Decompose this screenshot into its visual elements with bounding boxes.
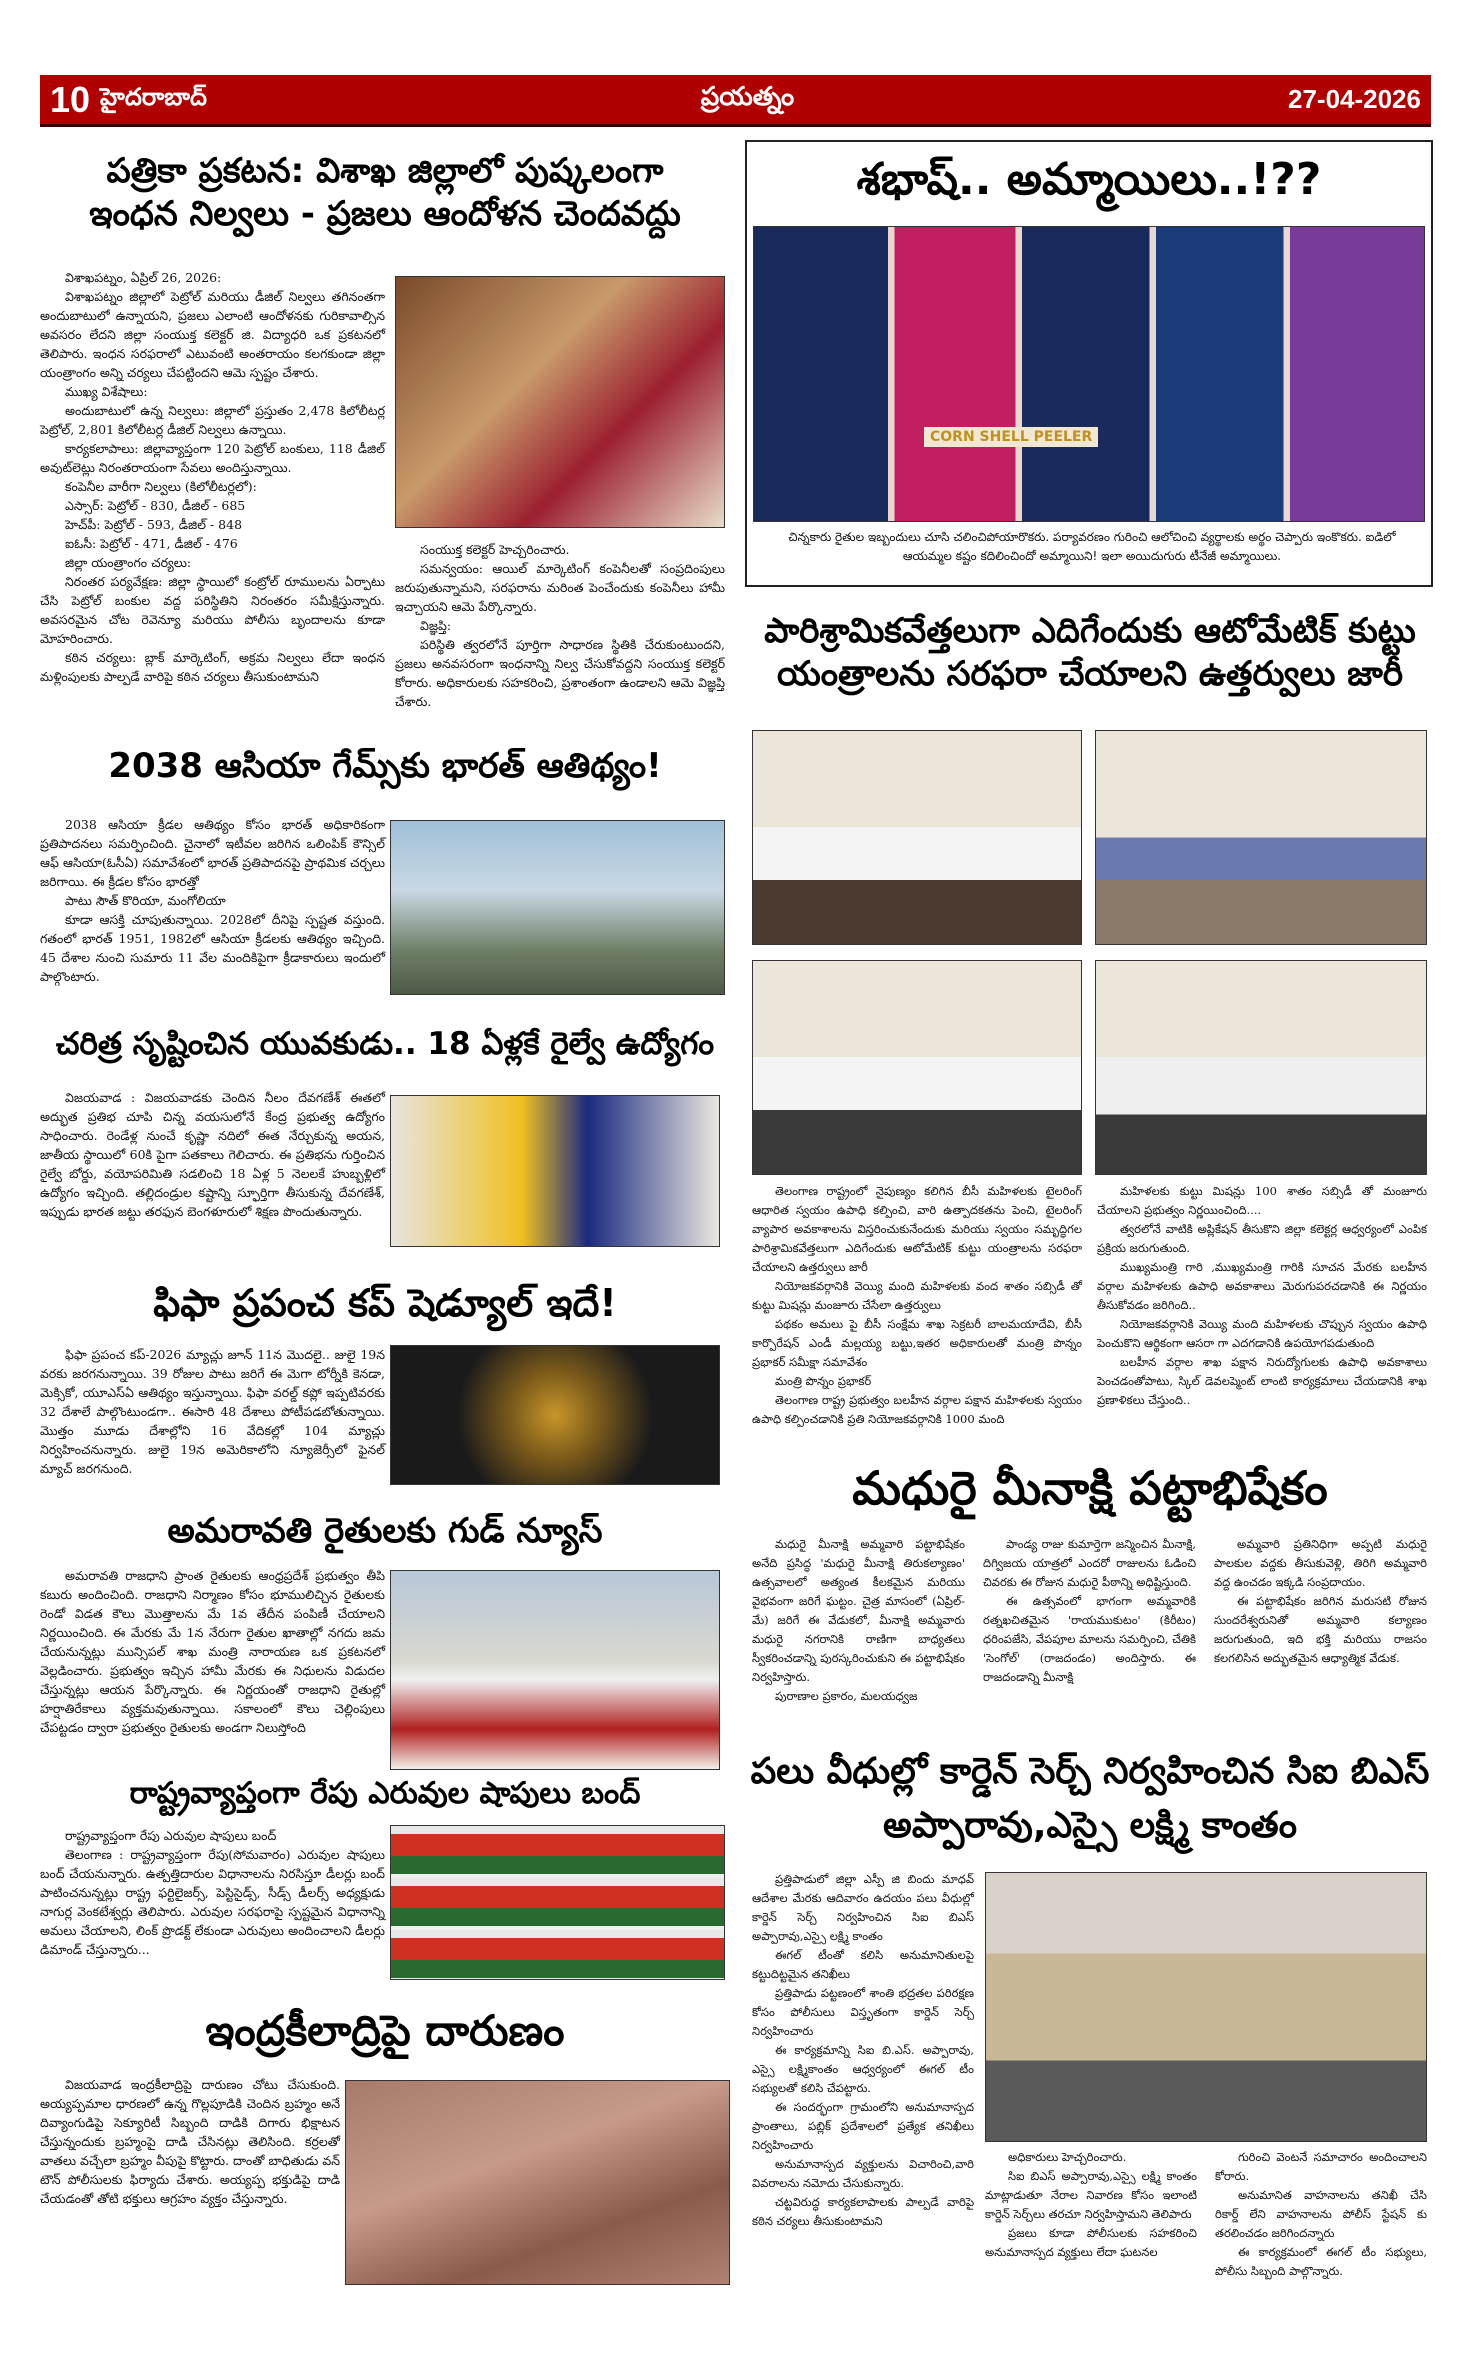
headline-railway: చరిత్ర సృష్టించిన యువకుడు.. 18 ఏళ్లకే రైల్వే ఉద్యోగం (55, 1026, 715, 1062)
paragraph: గురించి వెంటనే సమాచారం అందించాలని కోరారు. (1215, 2150, 1427, 2183)
photo-victim-back (345, 2080, 730, 2285)
paragraph: త్వరలోనే వాటికి అప్లికేషన్ తీసుకొని జిల్లా కలెక్టర్ల ఆధ్వర్యంలో ఎంపిక ప్రక్రియ జరుగుతుంది. (1097, 1222, 1427, 1255)
paragraph: పథకం అమలు పై బీసీ సంక్షేమ శాఖ సెక్రటరీ బాలమయాదేవి, బీసీ కార్పొరేషన్ ఎండీ మల్లయ్య బట్టు,ఇతర అధికారులతో మంత్రి పొన్నం ప్రభాకర్ సమీక్షా సమావేశం (752, 1317, 1082, 1369)
paragraph: విజయవాడ ఇంద్రకీలాద్రిపై దారుణం చోటు చేసుకుంది. అయ్యప్పమాల ధారణలో ఉన్న గొల్లపూడికి చెందిన బ్రహ్మం అనే దివ్యాంగుడిపై సెక్యూరిటీ సిబ్బంది దాడికి దిగారు భిక్షాటన చేస్తున్నందుకు బ్రహ్మంపై దాడి చేసినట్లు తెలిసింది. కర్రలతో వాతలు వచ్చేలా బ్రహ్మం వీపుపై కొట్టారు. దాంతో బాధితుడు వన్ టౌన్ పోలీసులకు ఫిర్యాదు చేశారు. అయ్యప్ప భక్తుడిపై దాడి చేయడంతో తోటి భక్తులు ఆగ్రహం వ్యక్తం చేస్తున్నారు. (40, 2077, 340, 2206)
article-fuel-col2 (395, 540, 725, 711)
paragraph: చట్టవిరుద్ధ కార్యకలాపాలకు పాల్పడే వారిపై కఠిన చర్యలు తీసుకుంటామని (752, 2195, 974, 2228)
page-number: 10 (50, 78, 91, 120)
paragraph: ఫిఫా ప్రపంచ కప్-2026 మ్యాచ్లు జూన్ 11న మొదలై.. జులై 19న వరకు జరగనున్నాయి. 39 రోజుల పాటు జరిగే ఈ మెగా టోర్నీకి కెనడా, మెక్సికో, యూఎస్ఏ ఆతిథ్యం ఇస్తున్నాయి. ఫిఫా వరల్డ్ కప్లో ఇప్పటివరకు 32 దేశాలే పాల్గొంటుండగా.. ఈసారి 48 దేశాలు పోటీపడబోతున్నాయి. మొత్తం మూడు దేశాల్లోని 16 వేదికల్లో 104 మ్యాచ్లు నిర్వహించనున్నారు. జులై 19న అమెరికాలోని న్యూజెర్సీలో ఫైనల్ మ్యాచ్ జరగనుంది. (40, 1347, 385, 1476)
photo-joint-collector (395, 276, 725, 528)
article-police-cont (985, 2148, 1427, 2281)
paragraph: అమరావతి రాజధాని ప్రాంత రైతులకు ఆంధ్రప్రదేశ్ ప్రభుత్వం తీపి కబురు అందించింది. రాజధాని నిర్మాణం కోసం భూములిచ్చిన రైతులకు రెండో విడత కౌలు మొత్తాలను మే 1వ తేదీన పంపిణీ చేయాలని నిర్ణయించింది. ఈ మేరకు మే 1న నేరుగా రైతుల ఖాతాల్లో నగదు జమ చేయనున్నట్లు మున్సిపల్ శాఖ మంత్రి నారాయణ ఒక ప్రకటనలో వెల్లడించారు. ప్రభుత్వం ఇచ్చిన హామీ మేరకు ఈ నిధులను విడుదల చేస్తున్నట్లు ఆయన పేర్కొన్నారు. ఈ నిర్ణయంతో రాజధాని రైతుల్లో హర్షాతిరేకాలు వ్యక్తమవుతున్నాయి. సకాలంలో కౌలు చెల్లింపులు చేపట్టడం ద్వారా ప్రభుత్వం రైతులకు అండగా నిలుస్తోంది (40, 1568, 385, 1735)
paragraph: అందుబాటులో ఉన్న నిల్వలు: జిల్లాలో ప్రస్తుతం 2,478 కిలోలీటర్ల పెట్రోల్, 2,801 కిలోలీటర్ల డీజిల్ నిల్వలు ఉన్నాయి. (40, 403, 385, 437)
photo-meeting-4 (1095, 960, 1427, 1175)
edition-date: 27-04-2026 (1287, 84, 1421, 114)
newspaper-name: ప్రయత్నం (700, 81, 795, 112)
paragraph: పురాణాల ప్రకారం, మలయధ్వజ (775, 1689, 918, 1703)
paragraph: తెలంగాణ రాష్ట్రంలో నైపుణ్యం కలిగిన బీసీ మహిళలకు టైలరింగ్ ఆధారిత స్వయం ఉపాధి కల్పించి, వారి ఉత్పాదకతను పెంచి, టైలరింగ్ వ్యాపార అవకాశాలను విస్తరించుకునేందుకు మరియు స్వయం సమృద్ధిగల పారిశ్రామికవేత్తలుగా ఎదిగేందుకు ఆటోమేటిక్ కుట్టు యంత్రాలను సరఫరా చేయాలని ఉత్తర్వులు జారీ (752, 1184, 1082, 1274)
paragraph: మంత్రి పొన్నం ప్రభాకర్ (775, 1374, 872, 1388)
paragraph: ఈ ఉత్సవంలో భాగంగా అమ్మవారికి రత్నఖచితమైన 'రాయముకుటం' (కిరీటం) ధరింపజేసి, వేపపూల మాలను సమర్పించి, చేతికి 'సెంగోల్' (రాజదండం) అందిస్తారు. ఈ రాజదండాన్ని మీనాక్షి (983, 1594, 1196, 1684)
paragraph: ఈగల్ టీంతో కలిసి అనుమానితులపై కట్టుదిట్టమైన తనిఖీలు (752, 1948, 974, 1981)
paragraph: విశాఖపట్నం, ఏప్రిల్ 26, 2026: (65, 270, 222, 285)
headline-meenakshi: మధురై మీనాక్షి పట్టాభిషేకం (852, 1461, 1328, 1515)
paragraph: విజయవాడ : విజయవాడకు చెందిన నీలం దేవగణేశ్ ఈతలో అద్భుత ప్రతిభ చూపి చిన్న వయసులోనే కేంద్ర ప్రభుత్వ ఉద్యోగం సాధించారు. రెండేళ్ల నుంచే కృష్ణా నదిలో ఈత నేర్చుకున్న అయన, జాతీయ స్థాయిలో 60కి పైగా పతకాలు గెలిచారు. ఈ ప్రతిభను గుర్తించిన రైల్వే బోర్డు, వయోపరిమితి సడలించి 18 ఏళ్ల 5 నెలలకే హుబ్బళ్లిలో ఉద్యోగం ఇచ్చింది. తల్లిదండ్రుల కష్టాన్ని స్ఫూర్తిగా తీసుకున్న దేవగణేశ్, ఇప్పుడు భారత జట్టు తరఫున బెంగళూరులో శిక్షణ పొందుతున్నారు. (40, 1090, 385, 1219)
headline-amaravati: అమరావతి రైతులకు గుడ్ న్యూస్ (167, 1511, 603, 1551)
paragraph: రాష్ట్రవ్యాప్తంగా రేపు ఎరువుల షాపులు బంద్ (65, 1828, 277, 1843)
page-header (40, 75, 1431, 127)
paragraph: నిరంతర పర్యవేక్షణ: జిల్లా స్థాయిలో కంట్రోల్ రూములను ఏర్పాటు చేసి పెట్రోల్ బంకుల వద్ద పరిస్థితిని నిరంతరం సమీక్షిస్తున్నారు. అవసరమైన చోట రెవెన్యూ మరియు పోలీసు బృందాలను కూడా మోహరించారు. (40, 574, 385, 646)
paragraph: ఈ పట్టాభిషేకం జరిగిన మరుసటి రోజున సుందరేశ్వరునితో అమ్మవారి కల్యాణం జరుగుతుంది, ఇది భక్తి మరియు రాజసం కలగలిసిన అద్భుతమైన ఆధ్యాత్మిక వేడుక. (1214, 1594, 1427, 1665)
headline-fertilizer: రాష్ట్రవ్యాప్తంగా రేపు ఎరువుల షాపులు బంద్ (129, 1776, 641, 1811)
paragraph: ఎస్సార్: పెట్రోల్ - 830, డీజిల్ - 685 (65, 498, 246, 513)
photo-swimmer-medals (390, 1095, 720, 1247)
paragraph: కఠిన చర్యలు: బ్లాక్ మార్కెటింగ్, అక్రమ నిల్వలు లేదా ఇంధన మళ్లింపులకు పాల్పడే వారిపై కఠిన చర్యలు తీసుకుంటామని (40, 650, 385, 684)
headline-fuel: పత్రికా ప్రకటన: విశాఖ జిల్లాలో పుష్కలంగా ఇంధన నిల్వలు - ప్రజలు ఆందోళన చెందవద్దు (89, 151, 681, 234)
paragraph: తెలంగాణ : రాష్ట్రవ్యాప్తంగా రేపు(సోమవారం) ఎరువుల షాపులు బంద్ చేయనున్నారు. ఉత్పత్తిదారుల విధానాలను నిరసిస్తూ డీలర్లు బంద్ పాటించనున్నట్లు రాష్ట్ర ఫర్టిలైజర్స్, పెస్టిసైడ్స్, సీడ్స్ డీలర్స్ అధ్యక్షుడు నాగుర్ల వెంకటేశ్వర్లు తెలిపారు. ఎరువుల సరఫరాపై స్పష్టమైన విధానాన్ని అమలు చేయాలని, లింక్ ప్రొడక్ట్ లేకుండా ఎరువులు అందించాలని డీలర్లు డిమాండ్ చేస్తున్నారు... (40, 1847, 385, 1957)
paragraph: కూడా ఆసక్తి చూపుతున్నాయి. 2028లో దీనిపై స్పష్టత వస్తుంది. గతంలో భారత్ 1951, 1982లో ఆసియా క్రీడలకు ఆతిథ్యం ఇచ్చింది. 45 దేశాల నుంచి సుమారు 11 వేల మందికిపైగా క్రీడాకారులు ఇందులో పాల్గొంటారు. (40, 912, 385, 984)
paragraph: ముఖ్యమంత్రి గారి ,ముఖ్యమంత్రి గారికి సూచన మేరకు బలహీన వర్గాల మహిళలకు ఉపాధి అవకాశాలు మెరుగుపరచడానికి ఈ నిర్ణయం తీసుకోవడం జరిగింది.. (1097, 1260, 1427, 1312)
photo-meeting-2 (1095, 730, 1427, 945)
paragraph: పాండ్య రాజు కుమార్తెగా జన్మించిన మీనాక్షి, దిగ్విజయ యాత్రలో ఎందరో రాజులను ఓడించి చివరకు ఈ రోజున మధురై పీఠాన్ని అధిష్టిస్తుంది. (983, 1537, 1196, 1589)
article-police-col2 (985, 2148, 1197, 2281)
photo-circle-inspector (985, 1872, 1427, 2142)
photo-meeting-3 (752, 960, 1082, 1175)
paragraph: ఈ కార్యక్రమాన్ని సిఐ బి.ఎస్. అప్పారావు, ఎస్సై లక్ష్మికాంతం ఆధ్వర్యంలో ఈగల్ టీం సభ్యులతో కలిసి చేపట్టారు. (752, 2043, 974, 2095)
headline-police: పలు వీధుల్లో కార్డెన్ సెర్చ్ నిర్వహించిన సిఐ బిఎస్ అప్పారావు,ఎస్సై లక్ష్మి కాంతం (750, 1751, 1430, 1846)
article-fuel-col1 (40, 268, 385, 686)
paragraph: విశాఖపట్నం జిల్లాలో పెట్రోల్ మరియు డీజిల్ నిల్వలు తగినంతగా అందుబాటులో ఉన్నాయని, ప్రజలు ఎలాంటి ఆందోళనకు గురికావాల్సిన అవసరం లేదని జిల్లా సంయుక్త కలెక్టర్ జి. విద్యాధరి ఒక ప్రకటనలో తెలిపారు. ఇంధన సరఫరాలో ఎటువంటి అంతరాయం కలగకుండా జిల్లా యంత్రాంగం అన్ని చర్యలు చేపట్టిందని ఆమె స్పష్టం చేశారు. (40, 289, 385, 380)
article-fifa (40, 1345, 385, 1478)
caption-girls: చిన్నకారు రైతుల ఇబ్బందులు చూసి చలించిపోయారొకరు. పర్యావరణం గురించి ఆలోచించి వ్యర్థాలకు అర్థం చెప్పారు ఇంకొకరు. ఐడిలో ఆయమ్మల కష్టం కదిలించిందో అమ్మాయిని! ఇలా అయిదుగురు టీనేజీ అమ్మాయిలు. (788, 530, 1396, 563)
paragraph: ఈ సందర్భంగా గ్రామంలోని అనుమానాస్పద ప్రాంతాలు, పబ్లిక్ ప్రదేశాలలో ప్రత్యేక తనిఖీలు నిర్వహించారు (752, 2100, 974, 2152)
article-fertilizer (40, 1826, 385, 1959)
article-meenakshi-col2 (983, 1535, 1196, 1706)
headline-girls: శభాష్.. అమ్మాయిలు..!?? (856, 154, 1322, 205)
headline-fifa: ఫిఫా ప్రపంచ కప్ షెడ్యూల్ ఇదే! (153, 1281, 617, 1325)
paragraph: అధికారులు హెచ్చరించారు. (1008, 2150, 1127, 2164)
paragraph: ఈ కార్యక్రమంలో ఈగల్ టీం సభ్యులు, పోలీసు సిబ్బంది పాల్గొన్నారు. (1215, 2245, 1427, 2278)
photo-fertilizer-shop (390, 1825, 725, 1980)
article-amaravati (40, 1566, 385, 1737)
photo-label-corn-peeler: CORN SHELL PEELER (924, 427, 1098, 447)
photo-olympic-rings (390, 820, 725, 995)
paragraph: సిఐ బిఎస్ అప్పారావు,ఎస్సై లక్ష్మి కాంతం మాట్లాడుతూ నేరాల నివారణ కోసం ఇలాంటి కార్డెన్ సెర్చ్‌లు తరచూ నిర్వహిస్తామని తెలిపారు (985, 2169, 1197, 2221)
paragraph: ప్రత్తిపాడు పట్టణంలో శాంతి భద్రతల పరిరక్షణ కోసం పోలీసులు విస్తృతంగా కార్డెన్ సెర్చ్ నిర్వహించారు (752, 1986, 974, 2038)
article-meenakshi-col1 (752, 1535, 965, 1706)
paragraph: ముఖ్య విశేషాలు: (65, 384, 148, 399)
article-tailoring-col1 (752, 1182, 1082, 1429)
photo-meeting-1 (752, 730, 1082, 945)
paragraph: ప్రజలు కూడా పోలీసులకు సహకరించి అనుమానాస్పద వ్యక్తులు లేదా ఘటనల (985, 2226, 1197, 2259)
photo-world-cup-trophy (390, 1345, 720, 1485)
paragraph: మధురై మీనాక్షి అమ్మవారి పట్టాభిషేకం అనేది ప్రసిద్ధ 'మధురై మీనాక్షి తిరుకల్యాణం' ఉత్సవాలలో అత్యంత కీలకమైన మరియు వైభవంగా జరిగే ఘట్టం. చైత్ర మాసంలో (ఏప్రిల్-మే) జరిగే ఈ వేడుకలో, మీనాక్షి అమ్మవారు మధురై నగరానికి రాణిగా బాధ్యతలు స్వీకరించడాన్ని పురస్కరించుకుని ఈ పట్టాభిషేకం నిర్వహిస్తారు. (752, 1537, 965, 1684)
article-tailoring-col2 (1097, 1182, 1427, 1410)
paragraph: తెలంగాణ రాష్ట్ర ప్రభుత్వం బలహీన వర్గాల పక్షాన మహిళలకు స్వయం ఉపాధి కల్పించడానికి ప్రతి నియోజకవర్గానికి 1000 మంది (752, 1393, 1082, 1426)
paragraph: కార్యకలాపాలు: జిల్లావ్యాప్తంగా 120 పెట్రోల్ బంకులు, 118 డీజిల్ అవుట్‌లెట్లు నిరంతరాయంగా సేవలు అందిస్తున్నాయి. (40, 441, 385, 475)
paragraph: పాటు సౌత్ కొరియా, మంగోలియా (65, 893, 226, 908)
paragraph: అనుమానాస్పద వ్యక్తులను విచారించి,వారి వివరాలను నమోదు చేసుకున్నారు. (752, 2157, 974, 2190)
article-police-col1 (752, 1870, 974, 2231)
headline-asiad: 2038 ఆసియా గేమ్స్‌కు భారత్ ఆతిథ్యం! (108, 746, 662, 786)
edition-city: హైదరాబాద్ (100, 82, 207, 111)
paragraph: జిల్లా యంత్రాంగం చర్యలు: (65, 555, 192, 570)
headline-indrakeeladri: ఇంద్రకీలాద్రిపై దారుణం (205, 2006, 565, 2055)
feature-box-girls (745, 140, 1433, 587)
paragraph: సంయుక్త కలెక్టర్ హెచ్చరించారు. (420, 542, 570, 557)
article-meenakshi (752, 1535, 1427, 1706)
paragraph: అమ్మవారి ప్రతినిధిగా అప్పటి మధురై పాలకుల వద్దకు తీసుకువెళ్లి, తిరిగి అమ్మవారి వద్ద ఉంచడం ఇక్కడి సంప్రదాయం. (1214, 1537, 1427, 1589)
paragraph: నియోజకవర్గానికి వెయ్యి మంది మహిళలకు వంద శాతం సబ్సిడీ తో కుట్టు మిషన్లు మంజూరు చేసేలా ఉత్తర్వులు (752, 1279, 1082, 1312)
paragraph: ఐఓసీ: పెట్రోల్ - 471, డీజిల్ - 476 (65, 536, 238, 551)
paragraph: అనుమానిత వాహనాలను తనిఖీ చేసి రికార్డ్ లేని వాహనాలను పోలీస్ స్టేషన్ కు తరలించడం జరిగిందన్నారు (1215, 2188, 1427, 2240)
headline-tailoring: పారిశ్రామికవేత్తలుగా ఎదిగేందుకు ఆటోమేటిక్ కుట్టు యంత్రాలను సరఫరా చేయాలని ఉత్తర్వులు జారీ (764, 611, 1416, 694)
photo-amaravati-minister (390, 1570, 720, 1770)
article-railway (40, 1088, 385, 1221)
paragraph: విజ్ఞప్తి: (420, 618, 452, 633)
article-indrakeeladri (40, 2075, 340, 2208)
paragraph: కంపెనీల వారీగా నిల్వలు (కిలోలీటర్లలో): (65, 479, 257, 494)
paragraph: 2038 ఆసియా క్రీడల ఆతిథ్యం కోసం భారత్ అధికారికంగా ప్రతిపాదనలు సమర్పించింది. చైనాలో ఇటీవల జరిగిన ఒలింపిక్ కౌన్సిల్ ఆఫ్ ఆసియా(ఓసీఏ) సమావేశంలో భారత్ ప్రతిపాదనపై ప్రాథమిక చర్చలు జరిగాయి. ఈ క్రీడల కోసం భారత్తో (40, 817, 385, 889)
paragraph: హెచ్‌పీ: పెట్రోల్ - 593, డీజిల్ - 848 (65, 517, 243, 532)
article-police-col3 (1215, 2148, 1427, 2281)
paragraph: ప్రత్తిపాడులో జిల్లా ఎస్పీ జి బిందు మాధవ్ ఆదేశాల మేరకు ఆదివారం ఉదయం పలు వీధుల్లో కార్డెన్ సెర్చ్ నిర్వహించిన సిఐ బిఎస్ అప్పారావు,ఎస్సై లక్ష్మి కాంతం (752, 1872, 974, 1943)
paragraph: పరిస్థితి త్వరలోనే పూర్తిగా సాధారణ స్థితికి చేరుకుంటుందని, ప్రజలు అనవసరంగా ఇంధనాన్ని నిల్వ చేసుకోవద్దని సంయుక్త కలెక్టర్ కోరారు. అధికారులకు సహకరించి, ప్రశాంతంగా ఉండాలని ఆమె విజ్ఞప్తి చేశారు. (395, 637, 725, 709)
paragraph: బలహీన వర్గాల శాఖ పక్షాన నిరుద్యోగులకు ఉపాధి అవకాశాలు పెంచడంతోపాటు, స్కిల్ డెవలప్మెంట్ లాంటి కార్యక్రమాలు చేయడానికి శాఖ ప్రణాళికలు చేస్తుంది.. (1097, 1355, 1427, 1407)
paragraph: నియోజకవర్గానికి వెయ్యి మంది మహిళలకు చొప్పున స్వయం ఉపాధి పెంచుకొని ఆర్థికంగా ఆసరా గా ఎదగడానికి ఉపయోగపడుతుంది (1097, 1317, 1427, 1350)
article-meenakshi-col3 (1214, 1535, 1427, 1706)
photo-five-girls (753, 226, 1425, 522)
paragraph: మహిళలకు కుట్టు మిషన్లు 100 శాతం సబ్సిడీ తో మంజూరు చేయాలని ప్రభుత్వం నిర్ణయించింది.... (1097, 1184, 1427, 1217)
paragraph: సమన్వయం: ఆయిల్ మార్కెటింగ్ కంపెనీలతో సంప్రదింపులు జరుపుతున్నామని, సరఫరాను మరింత పెంచేందుకు కంపెనీలు హామీ ఇచ్చాయని ఆమె పేర్కొన్నారు. (395, 561, 725, 614)
article-asiad (40, 815, 385, 986)
